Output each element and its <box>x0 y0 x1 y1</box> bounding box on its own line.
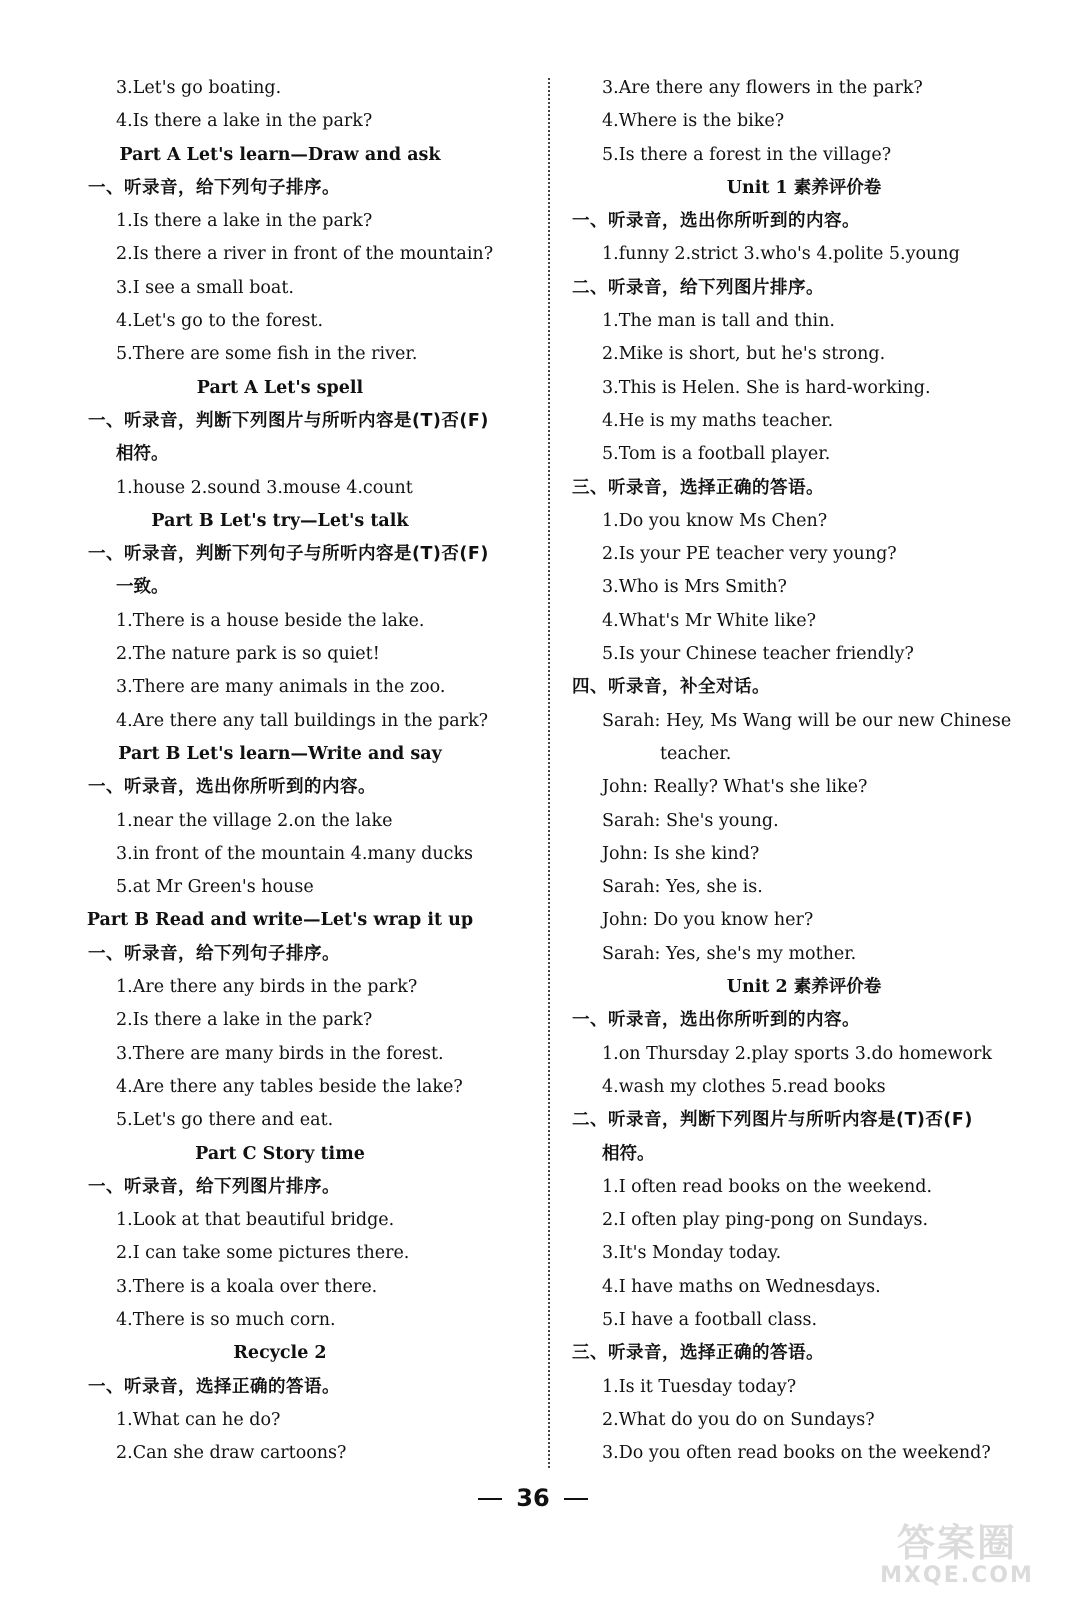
section-heading: Part B Read and write—Let's wrap it up <box>86 910 474 931</box>
task-instruction: 一、听录音，判断下列图片与所听内容是(T)否(F) <box>88 410 489 431</box>
column-divider <box>548 78 550 1468</box>
section-heading: Part A Let's spell <box>196 377 364 398</box>
list-item: 1.The man is tall and thin. <box>602 311 835 332</box>
task-instruction-cont: 相符。 <box>602 1143 655 1164</box>
task-instruction-cont: 一致。 <box>116 577 169 598</box>
list-item: 1.house 2.sound 3.mouse 4.count <box>116 477 413 498</box>
list-item: 5.Is your Chinese teacher friendly? <box>602 644 914 665</box>
task-instruction: 一、听录音，选择正确的答语。 <box>88 1376 340 1397</box>
list-item: 3.There is a koala over there. <box>116 1276 378 1297</box>
section-heading: Unit 1 素养评价卷 <box>726 177 882 198</box>
dialog-line: John: Really? What's she like? <box>602 777 868 798</box>
dialog-line: John: Is she kind? <box>602 843 760 864</box>
list-item: 5.Is there a forest in the village? <box>602 144 892 165</box>
section-heading: Part A Let's learn—Draw and ask <box>119 144 441 165</box>
dialog-line-cont: teacher. <box>660 743 732 764</box>
list-item: 4.wash my clothes 5.read books <box>602 1076 886 1097</box>
left-column <box>0 72 540 1470</box>
section-heading: Unit 2 素养评价卷 <box>726 977 882 998</box>
list-item: 1.Look at that beautiful bridge. <box>116 1210 395 1231</box>
list-item: 4.Are there any tables beside the lake? <box>116 1076 463 1097</box>
list-item: 3.There are many birds in the forest. <box>116 1043 444 1064</box>
right-column <box>560 72 1066 1470</box>
task-instruction-cont: 相符。 <box>116 444 169 465</box>
list-item: 1.What can he do? <box>116 1409 281 1430</box>
list-item: 1.Are there any birds in the park? <box>116 977 418 998</box>
dialog-line: Sarah: She's young. <box>602 810 779 831</box>
list-item: 4.Are there any tall buildings in the park? <box>116 710 489 731</box>
list-item: 3.in front of the mountain 4.many ducks <box>116 843 474 864</box>
page-number-footer <box>0 1484 1066 1512</box>
list-item: 5.There are some fish in the river. <box>116 344 418 365</box>
list-item: 3.It's Monday today. <box>602 1243 782 1264</box>
list-item: 1.Do you know Ms Chen? <box>602 510 828 531</box>
list-item: 2.Is there a lake in the park? <box>116 1010 373 1031</box>
list-item: 1.Is there a lake in the park? <box>116 211 373 232</box>
section-heading: Part C Story time <box>195 1143 365 1164</box>
list-item: 3.Who is Mrs Smith? <box>602 577 787 598</box>
dialog-line: Sarah: Yes, she's my mother. <box>602 943 857 964</box>
list-item: 3.I see a small boat. <box>116 277 294 298</box>
list-item: 1.Is it Tuesday today? <box>602 1376 797 1397</box>
list-item: 5.Let's go there and eat. <box>116 1110 334 1131</box>
dash-right <box>564 1498 588 1500</box>
page-number: 36 <box>516 1484 550 1512</box>
section-heading: Part B Let's learn—Write and say <box>118 743 442 764</box>
watermark-logo <box>862 1512 1052 1590</box>
list-item: 3.Let's go boating. <box>116 78 282 98</box>
list-item: 4.Where is the bike? <box>602 111 785 132</box>
section-heading: Part B Let's try—Let's talk <box>151 510 409 531</box>
list-item: 2.Is there a river in front of the mountain? <box>116 244 494 265</box>
list-item: 2.I can take some pictures there. <box>116 1243 410 1264</box>
watermark-bottom: MXQE.COM <box>880 1563 1034 1588</box>
task-instruction: 三、听录音，选择正确的答语。 <box>572 1343 824 1364</box>
list-item: 1.There is a house beside the lake. <box>116 610 425 631</box>
task-instruction: 一、听录音，选出你所听到的内容。 <box>572 211 860 232</box>
list-item: 1.on Thursday 2.play sports 3.do homework <box>602 1043 992 1064</box>
task-instruction: 二、听录音，判断下列图片与所听内容是(T)否(F) <box>572 1110 973 1131</box>
task-instruction: 一、听录音，给下列句子排序。 <box>88 177 340 198</box>
list-item: 1.I often read books on the weekend. <box>602 1176 933 1197</box>
task-instruction: 二、听录音，给下列图片排序。 <box>572 277 824 298</box>
dash-left <box>478 1498 502 1500</box>
task-instruction: 一、听录音，给下列句子排序。 <box>88 943 340 964</box>
task-instruction: 一、听录音，判断下列句子与所听内容是(T)否(F) <box>88 544 489 565</box>
dialog-line: John: Do you know her? <box>602 910 814 931</box>
list-item: 3.There are many animals in the zoo. <box>116 677 446 698</box>
list-item: 2.Can she draw cartoons? <box>116 1443 347 1464</box>
list-item: 4.There is so much corn. <box>116 1309 336 1330</box>
task-instruction: 一、听录音，选出你所听到的内容。 <box>572 1010 860 1031</box>
task-instruction: 一、听录音，给下列图片排序。 <box>88 1176 340 1197</box>
task-instruction: 一、听录音，选出你所听到的内容。 <box>88 777 376 798</box>
list-item: 1.funny 2.strict 3.who's 4.polite 5.young <box>602 244 960 265</box>
list-item: 2.Is your PE teacher very young? <box>602 544 897 565</box>
list-item: 5.at Mr Green's house <box>116 877 314 898</box>
task-instruction: 四、听录音，补全对话。 <box>572 677 770 698</box>
watermark-top: 答案圈 <box>896 1521 1017 1565</box>
list-item: 4.He is my maths teacher. <box>602 410 834 431</box>
list-item: 5.Tom is a football player. <box>602 444 831 465</box>
list-item: 4.What's Mr White like? <box>602 610 816 631</box>
list-item: 5.I have a football class. <box>602 1309 818 1330</box>
list-item: 2.The nature park is so quiet! <box>116 644 380 665</box>
dialog-line: Sarah: Hey, Ms Wang will be our new Chinese <box>602 710 1012 731</box>
list-item: 4.Let's go to the forest. <box>116 311 324 332</box>
list-item: 1.near the village 2.on the lake <box>116 810 393 831</box>
list-item: 4.Is there a lake in the park? <box>116 111 373 132</box>
list-item: 2.What do you do on Sundays? <box>602 1409 875 1430</box>
list-item: 3.Are there any flowers in the park? <box>602 78 923 98</box>
section-heading: Recycle 2 <box>233 1343 327 1364</box>
dialog-line: Sarah: Yes, she is. <box>602 877 763 898</box>
list-item: 2.I often play ping-pong on Sundays. <box>602 1210 929 1231</box>
list-item: 2.Mike is short, but he's strong. <box>602 344 886 365</box>
task-instruction: 三、听录音，选择正确的答语。 <box>572 477 824 498</box>
list-item: 3.This is Helen. She is hard-working. <box>602 377 931 398</box>
list-item: 3.Do you often read books on the weekend? <box>602 1443 991 1464</box>
list-item: 4.I have maths on Wednesdays. <box>602 1276 881 1297</box>
